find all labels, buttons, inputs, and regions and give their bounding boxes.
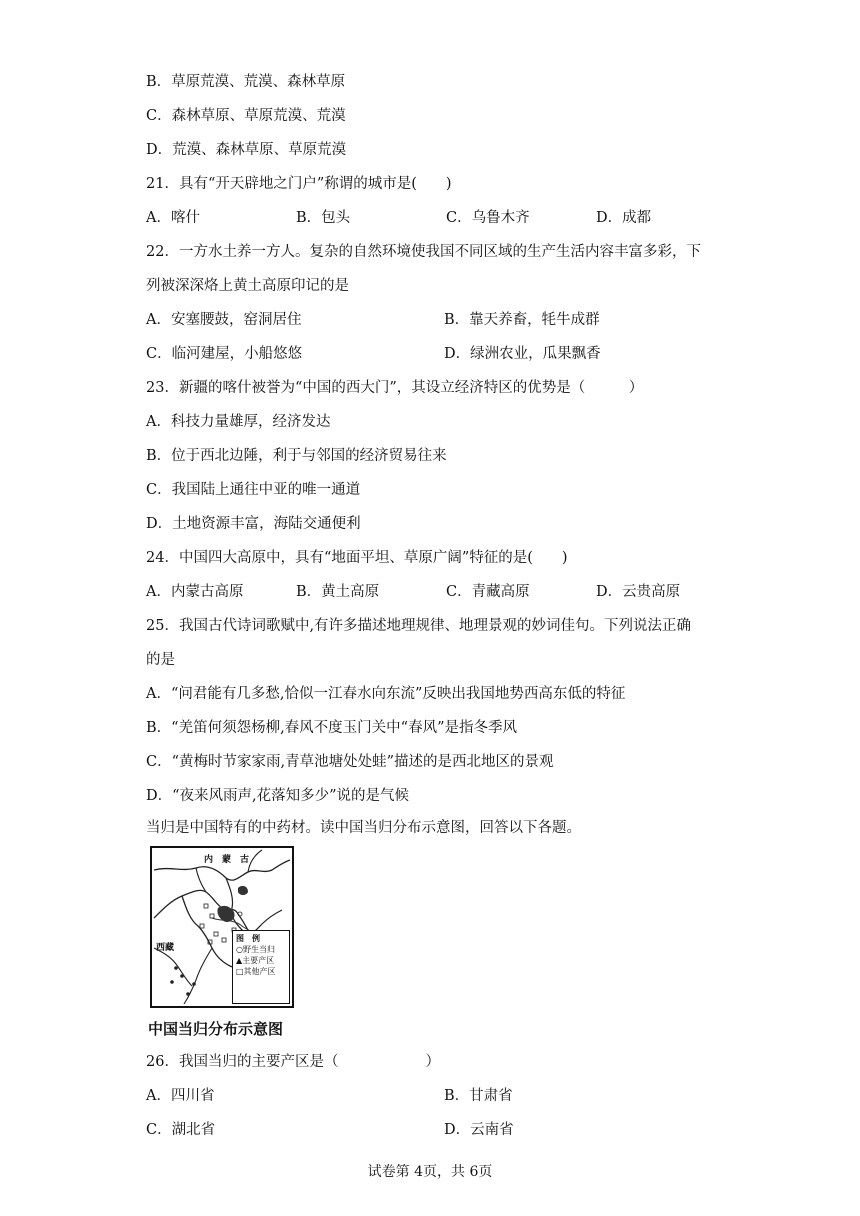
q24-option-c: C．青藏高原 xyxy=(446,584,530,600)
q23-option-b: B．位于西北边陲，利于与邻国的经济贸易往来 xyxy=(146,448,447,464)
q25-option-b: B．“羌笛何须怨杨柳,春风不度玉门关中“春风”是指冬季风 xyxy=(146,720,518,736)
q26-option-c: C．湖北省 xyxy=(146,1122,216,1138)
question-25-line-2: 的是 xyxy=(146,652,175,668)
q20-option-b: B．草原荒漠、荒漠、森林草原 xyxy=(146,74,346,90)
q22-option-b: B．靠天养畜，牦牛成群 xyxy=(444,312,600,328)
question-24: 24．中国四大高原中，具有“地面平坦、草原广阔”特征的是( ) xyxy=(146,550,568,566)
legend-main-area: ▲主要产区 xyxy=(236,956,275,965)
q25-option-d: D．“夜来风雨声,花落知多少”说的是气候 xyxy=(146,788,410,804)
q22-option-a: A．安塞腰鼓，窑洞居住 xyxy=(146,312,302,328)
q26-option-d: D．云南省 xyxy=(444,1122,514,1138)
question-22-line-2: 列被深深烙上黄土高原印记的是 xyxy=(146,278,349,294)
q20-option-c: C．森林草原、草原荒漠、荒漠 xyxy=(146,108,346,124)
q26-option-b: B．甘肃省 xyxy=(444,1088,513,1104)
q23-option-d: D．土地资源丰富，海陆交通便利 xyxy=(146,516,361,532)
q21-option-d: D．成都 xyxy=(596,210,652,226)
q24-option-d: D．云贵高原 xyxy=(596,584,681,600)
q21-option-c: C．乌鲁木齐 xyxy=(446,210,530,226)
legend-other-area: □其他产区 xyxy=(236,967,276,976)
question-22-line-1: 22．一方水土养一方人。复杂的自然环境使我国不同区域的生产生活内容丰富多彩，下 xyxy=(146,244,701,260)
question-21: 21．具有“开天辟地之门户”称谓的城市是( ) xyxy=(146,176,452,192)
q21-option-a: A．喀什 xyxy=(146,210,200,226)
q25-option-a: A．“问君能有几多愁,恰似一江春水向东流”反映出我国地势西高东低的特征 xyxy=(146,686,626,702)
map-legend xyxy=(232,930,290,1004)
legend-wild-angelica: ○野生当归 xyxy=(236,945,275,954)
q23-option-c: C．我国陆上通往中亚的唯一通道 xyxy=(146,482,361,498)
q20-option-d: D．荒漠、森林草原、草原荒漠 xyxy=(146,142,347,158)
question-26: 26．我国当归的主要产区是（ ） xyxy=(146,1054,440,1070)
q26-option-a: A．四川省 xyxy=(146,1088,215,1104)
q23-option-a: A．科技力量雄厚，经济发达 xyxy=(146,414,331,430)
q22-option-d: D．绿洲农业，瓜果飘香 xyxy=(444,346,601,362)
question-25-line-1: 25．我国古代诗词歌赋中,有许多描述地理规律、地理景观的妙词佳句。下列说法正确 xyxy=(146,618,692,634)
question-23: 23．新疆的喀什被誉为“中国的西大门”，其设立经济特区的优势是（ ） xyxy=(146,380,644,396)
label-tibet: 西藏 xyxy=(156,943,175,953)
q21-option-b: B．包头 xyxy=(296,210,351,226)
q22-option-c: C．临河建屋，小船悠悠 xyxy=(146,346,303,362)
legend-title: 图 例 xyxy=(236,934,260,943)
q25-option-c: C．“黄梅时节家家雨,青草池塘处处蛙”描述的是西北地区的景观 xyxy=(146,754,554,770)
q24-option-b: B．黄土高原 xyxy=(296,584,380,600)
page-footer: 试卷第 4页，共 6页 xyxy=(367,1164,493,1180)
map-caption: 中国当归分布示意图 xyxy=(148,1020,284,1038)
map-intro: 当归是中国特有的中药材。读中国当归分布示意图，回答以下各题。 xyxy=(146,820,581,836)
q24-option-a: A．内蒙古高原 xyxy=(146,584,244,600)
label-inner-mongolia: 内 蒙 古 xyxy=(204,855,250,865)
